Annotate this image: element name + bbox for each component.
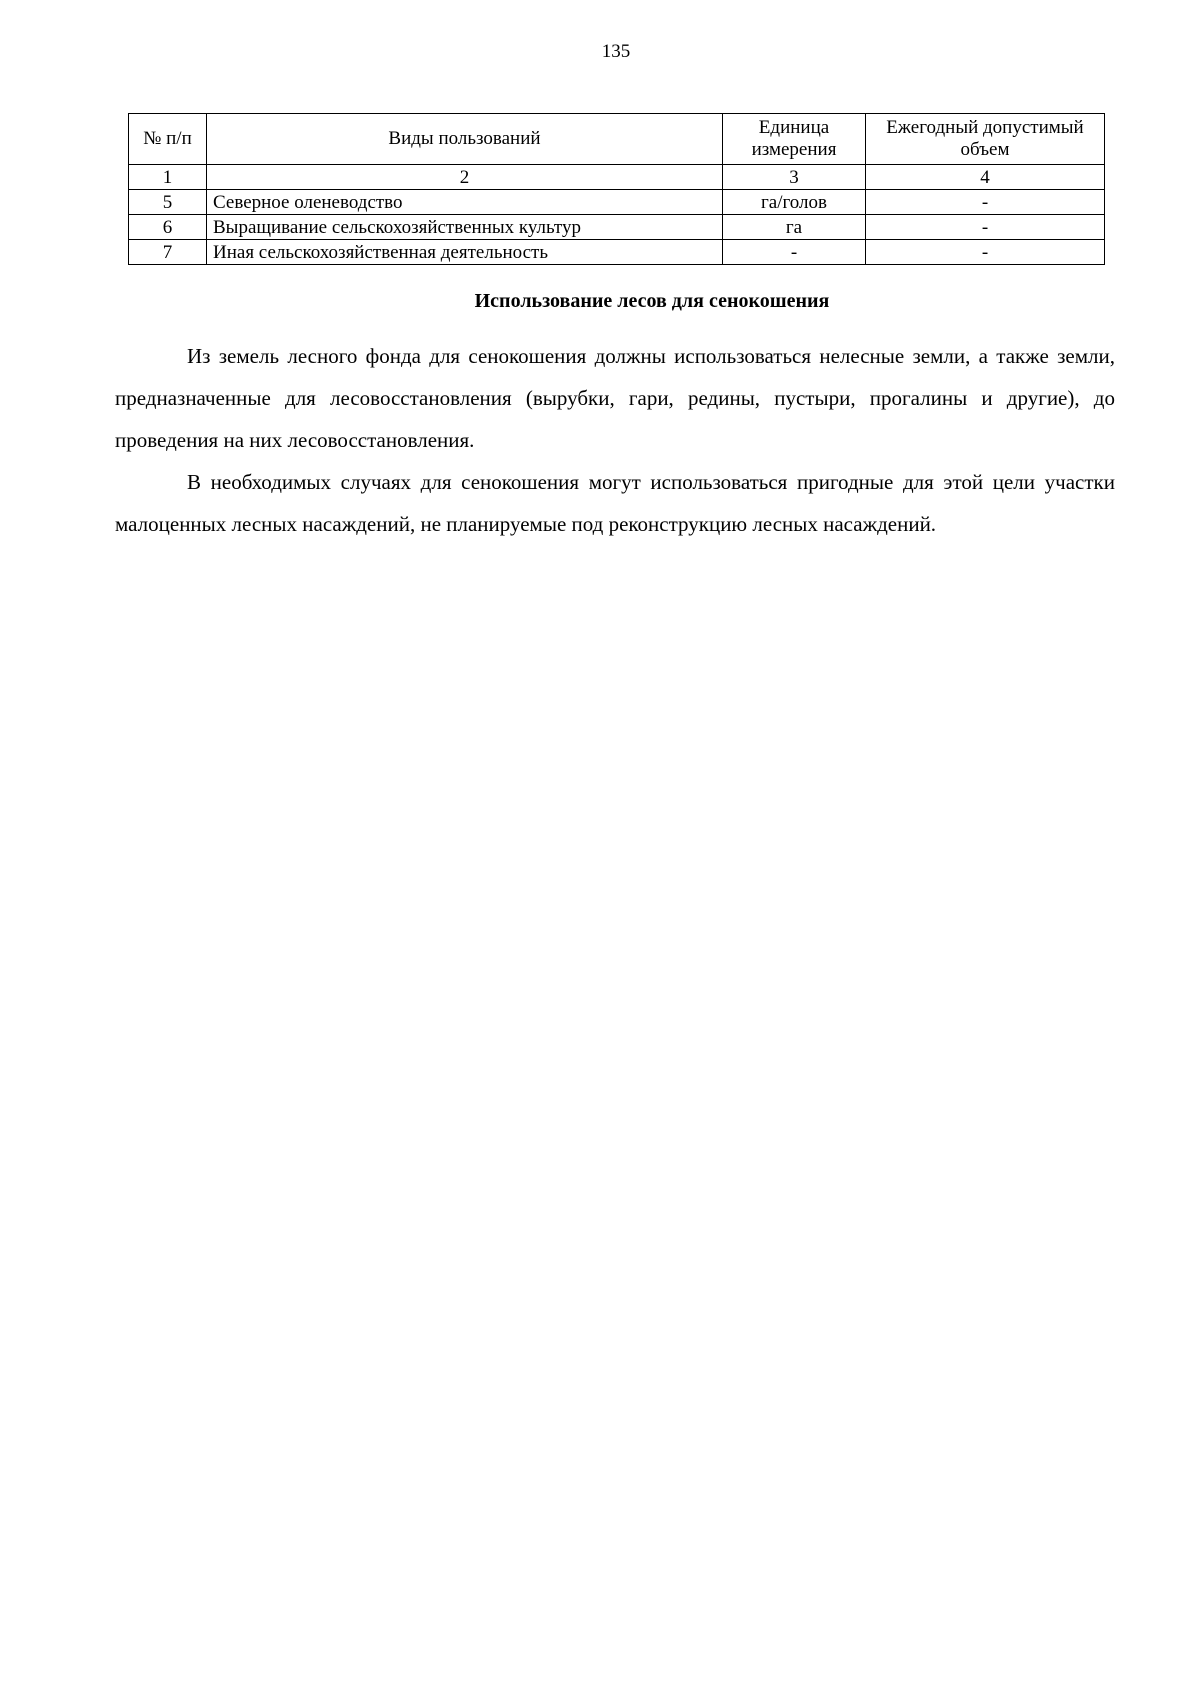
- row-number: 5: [129, 190, 207, 215]
- usage-table: [128, 113, 1105, 265]
- column-number: 4: [866, 165, 1105, 190]
- header-unit: Единица измерения: [723, 114, 866, 165]
- table-header-row: [129, 114, 1105, 165]
- paragraph: В необходимых случаях для сенокошения могут использоваться пригодные для этой цели участки малоценных лесных насаждений, не планируемые под реконструкцию лесных насаждений.: [115, 470, 1115, 536]
- column-number: 3: [723, 165, 866, 190]
- unit: -: [723, 240, 866, 265]
- paragraph: Из земель лесного фонда для сенокошения должны использоваться нелесные земли, а также земли, предназначенные для лесовосстановления (вырубки, гари, редины, пустыри, прогалины и другие), до проведения на них лесовосстановления.: [115, 344, 1115, 452]
- page-number: 135: [601, 41, 631, 62]
- usage-type: Иная сельскохозяйственная деятельность: [207, 240, 723, 265]
- annual-volume: -: [866, 240, 1105, 265]
- annual-volume: -: [866, 215, 1105, 240]
- usage-type: Выращивание сельскохозяйственных культур: [207, 215, 723, 240]
- header-number: № п/п: [129, 114, 207, 165]
- usage-type: Северное оленеводство: [207, 190, 723, 215]
- table-row: [129, 190, 1105, 215]
- column-number-row: [129, 165, 1105, 190]
- paragraph-block: [115, 461, 1115, 545]
- table-row: [129, 215, 1105, 240]
- header-annual-volume: Ежегодный допустимый объем: [866, 114, 1105, 165]
- column-number: 1: [129, 165, 207, 190]
- table-row: [129, 240, 1105, 265]
- row-number: 7: [129, 240, 207, 265]
- row-number: 6: [129, 215, 207, 240]
- header-usage-type: Виды пользований: [207, 114, 723, 165]
- unit: га/голов: [723, 190, 866, 215]
- paragraph-block: [115, 335, 1115, 461]
- annual-volume: -: [866, 190, 1105, 215]
- unit: га: [723, 215, 866, 240]
- column-number: 2: [207, 165, 723, 190]
- section-heading: Использование лесов для сенокошения: [474, 290, 830, 312]
